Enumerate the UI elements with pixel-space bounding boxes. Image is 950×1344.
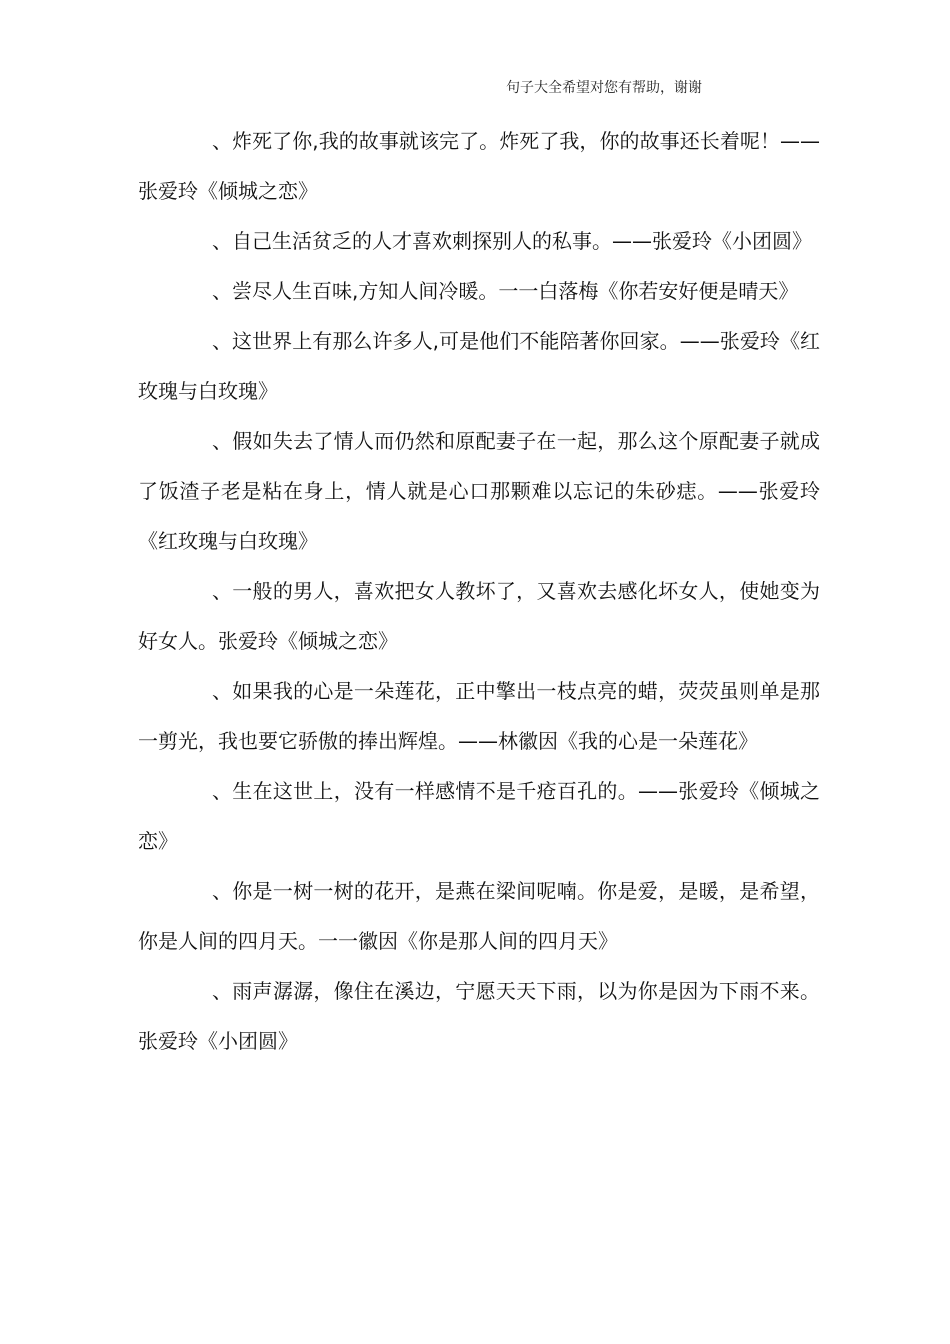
quote-paragraph: 、如果我的心是一朵莲花，正中擎出一枝点亮的蜡，荧荧虽则单是那一剪光，我也要它骄傲的捧出辉煌。——林徽因《我的心是一朵莲花》 (138, 679, 820, 753)
quote-paragraph: 、假如失去了情人而仍然和原配妻子在一起，那么这个原配妻子就成了饭渣子老是粘在身上，情人就是心口那颗难以忘记的朱砂痣。——张爱玲《红玫瑰与白玫瑰》 (138, 429, 820, 553)
quote-paragraph: 、你是一树一树的花开，是燕在梁间呢喃。你是爱，是暖，是希望，你是人间的四月天。一一徽因《你是那人间的四月天》 (138, 879, 820, 953)
quote-paragraph: 、生在这世上，没有一样感情不是千疮百孔的。——张爱玲《倾城之恋》 (138, 779, 820, 853)
quote-paragraph: 、这世界上有那么许多人,可是他们不能陪著你回家。——张爱玲《红玫瑰与白玫瑰》 (138, 329, 820, 403)
page-header: 句子大全希望对您有帮助，谢谢 (506, 80, 702, 96)
quote-paragraph: 、一般的男人，喜欢把女人教坏了，又喜欢去感化坏女人，使她变为好女人。张爱玲《倾城之恋》 (138, 579, 820, 653)
quote-paragraph: 、炸死了你,我的故事就该完了。炸死了我，你的故事还长着呢！——张爱玲《倾城之恋》 (138, 129, 820, 203)
quote-paragraph: 、雨声潺潺，像住在溪边，宁愿天天下雨，以为你是因为下雨不来。张爱玲《小团圆》 (138, 979, 820, 1053)
quote-list (138, 116, 820, 1066)
quote-paragraph: 、尝尽人生百味,方知人间冷暖。一一白落梅《你若安好便是晴天》 (212, 279, 799, 303)
quote-paragraph: 、自己生活贫乏的人才喜欢刺探别人的私事。——张爱玲《小团圆》 (212, 229, 812, 253)
